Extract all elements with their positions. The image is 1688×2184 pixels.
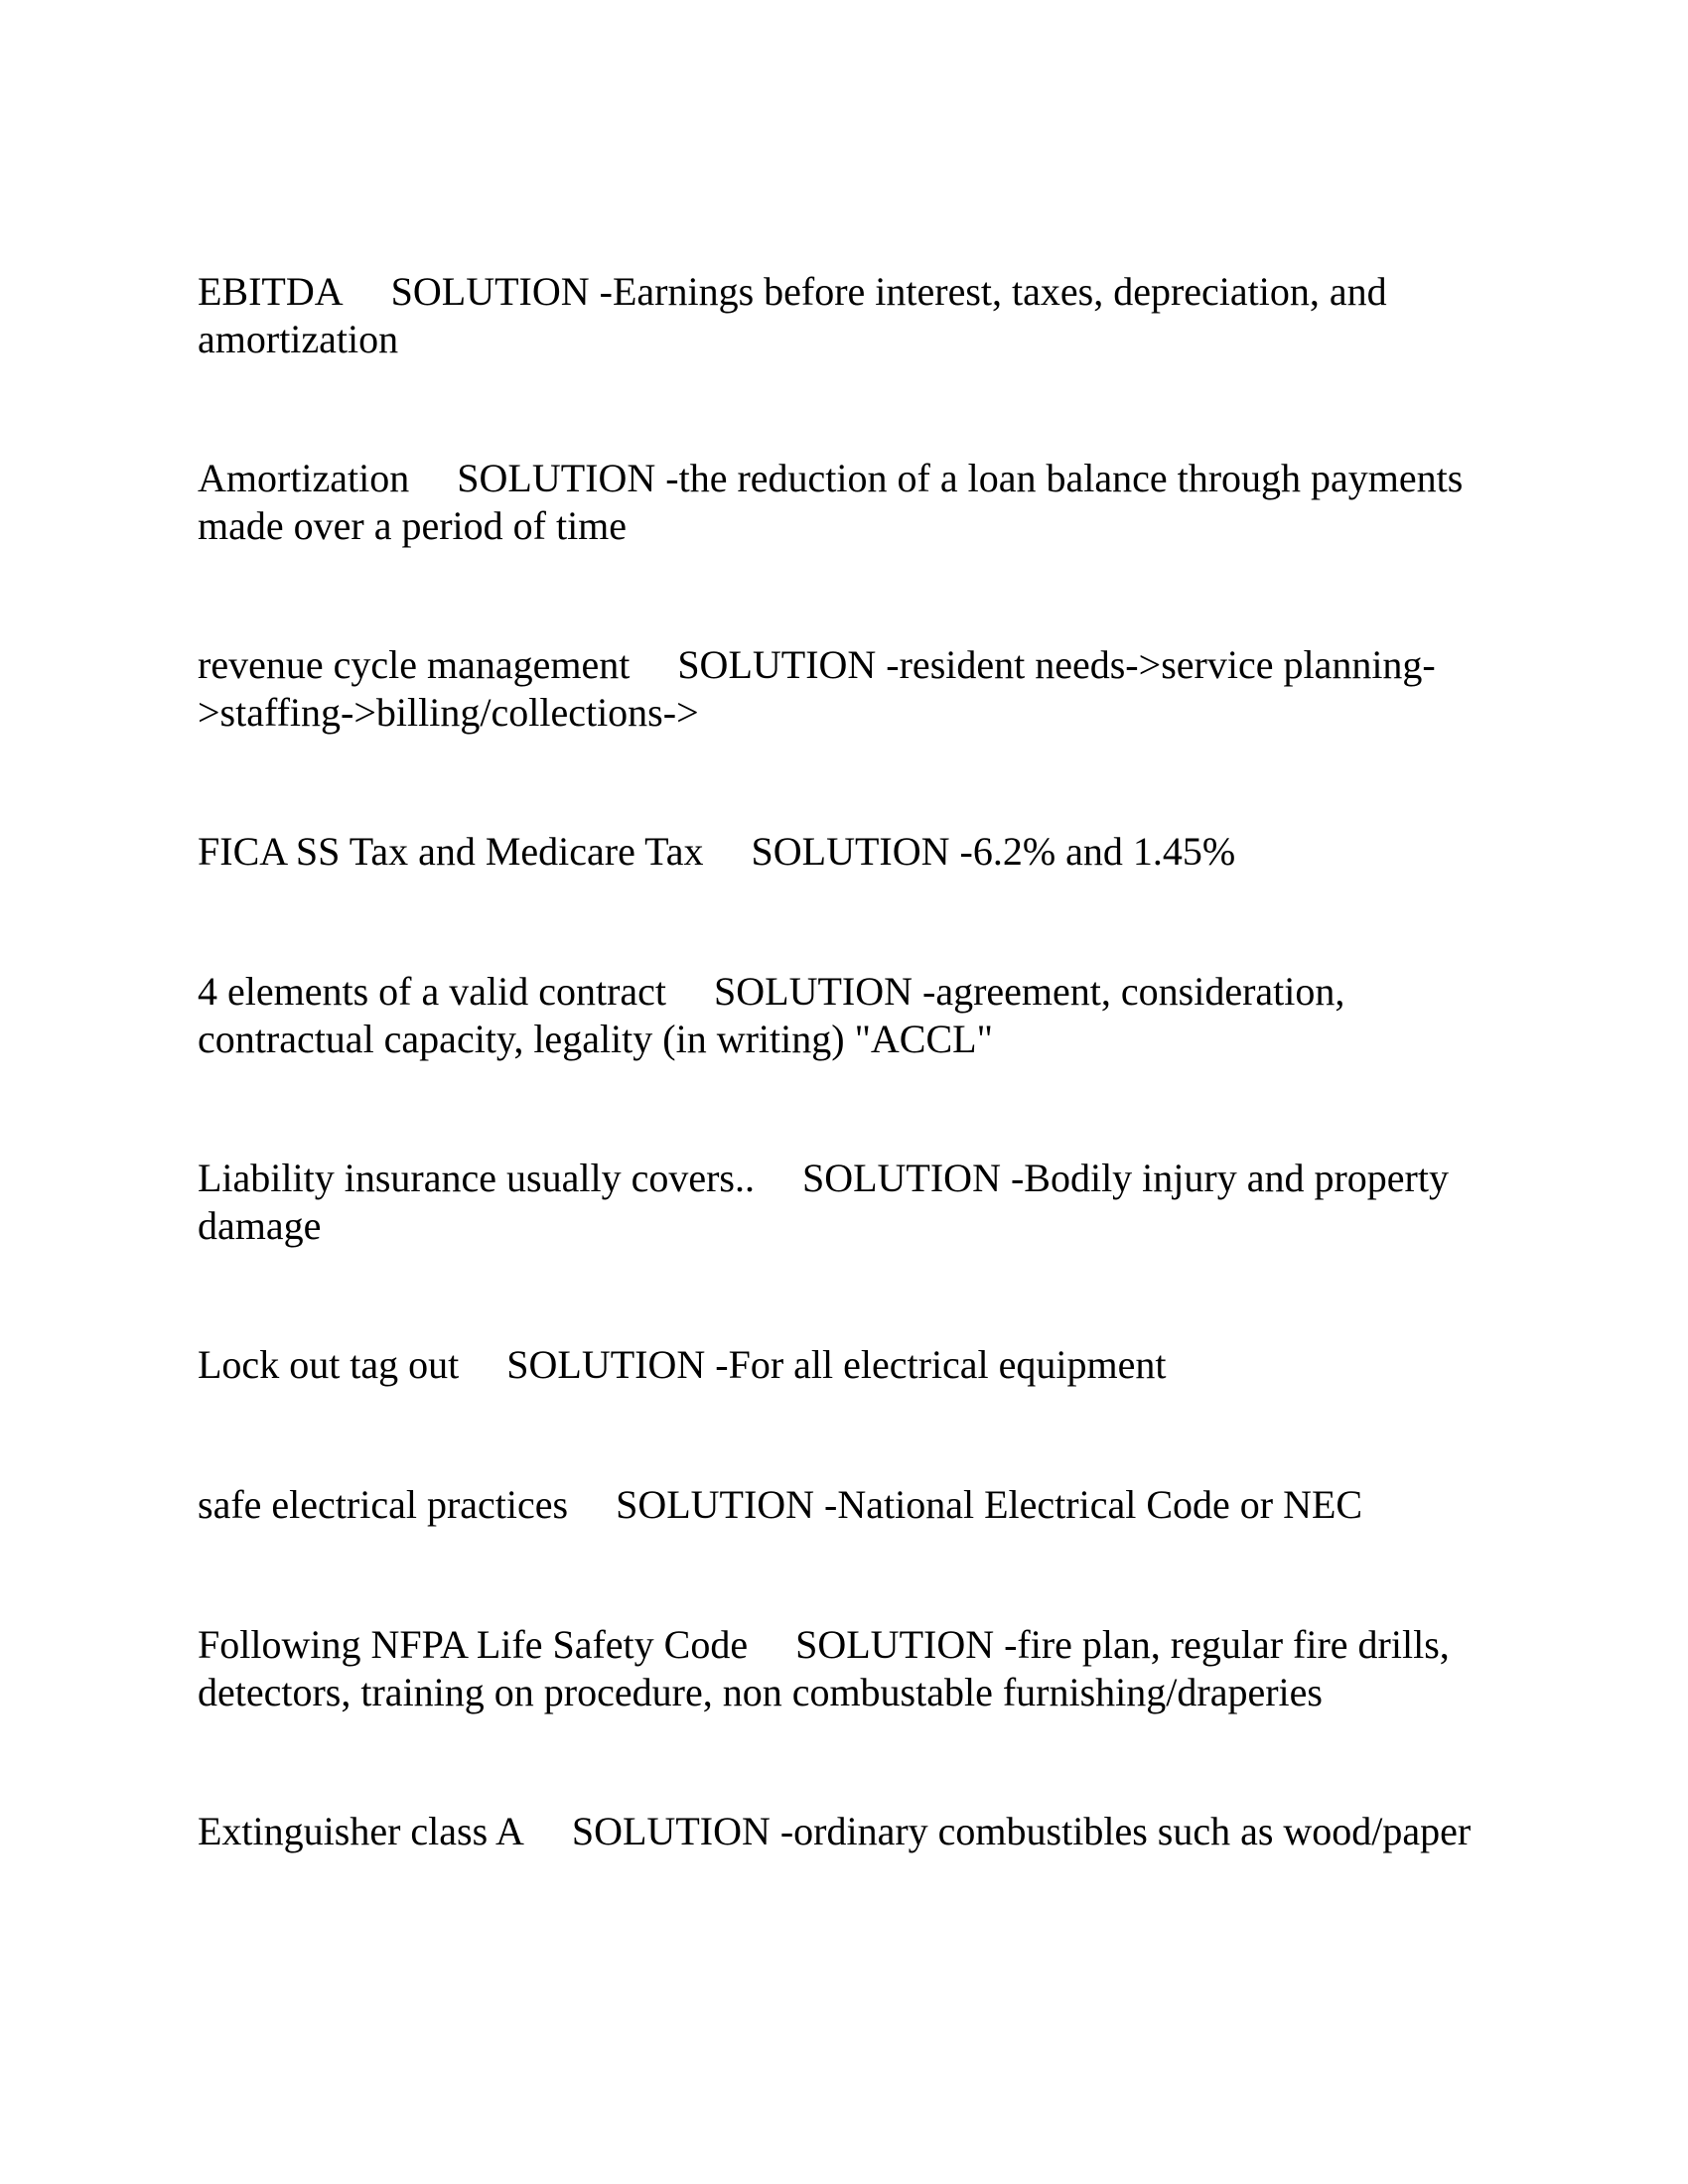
- entry-solution-line1: SOLUTION -fire plan, regular fire drills,: [795, 1622, 1450, 1667]
- entry-solution-line1: SOLUTION -Earnings before interest, taxes, depreciation, and: [390, 269, 1387, 314]
- entry-solution-line2: amortization: [198, 317, 399, 361]
- entry-lock-out: [198, 1341, 1488, 1389]
- entry-fica: [198, 828, 1488, 876]
- entry-liability-insurance: [198, 1155, 1488, 1250]
- entry-valid-contract: [198, 968, 1488, 1063]
- entry-solution-line1: SOLUTION -National Electrical Code or NEC: [616, 1482, 1363, 1527]
- entry-term: Liability insurance usually covers..: [198, 1156, 755, 1200]
- entry-term: EBITDA: [198, 269, 344, 314]
- entry-term: Extinguisher class A: [198, 1809, 524, 1853]
- entry-term: 4 elements of a valid contract: [198, 969, 667, 1014]
- entry-revenue-cycle: [198, 641, 1488, 737]
- entry-solution-line2: detectors, training on procedure, non combustable furnishing/draperies: [198, 1670, 1323, 1714]
- entry-solution-line1: SOLUTION -6.2% and 1.45%: [751, 829, 1236, 874]
- entry-solution-line1: SOLUTION -For all electrical equipment: [506, 1342, 1167, 1387]
- entry-solution-line2: >staffing->billing/collections->: [198, 690, 699, 735]
- entry-solution-line1: SOLUTION -Bodily injury and property: [801, 1156, 1449, 1200]
- entry-solution-line1: SOLUTION -resident needs->service planning-: [677, 642, 1436, 687]
- entry-term: FICA SS Tax and Medicare Tax: [198, 829, 704, 874]
- entry-ebitda: [198, 268, 1488, 363]
- entry-solution-line2: made over a period of time: [198, 503, 628, 548]
- entry-solution-line1: SOLUTION -agreement, consideration,: [714, 969, 1345, 1014]
- entry-nfpa: [198, 1621, 1488, 1716]
- entry-solution-line2: damage: [198, 1203, 322, 1248]
- entry-solution-line1: SOLUTION -ordinary combustibles such as wood/paper: [571, 1809, 1472, 1853]
- entry-extinguisher-a: [198, 1808, 1488, 1855]
- entry-term: revenue cycle management: [198, 642, 631, 687]
- entry-solution-line2: contractual capacity, legality (in writing) "ACCL": [198, 1017, 993, 1061]
- entry-safe-electrical: [198, 1481, 1488, 1529]
- entry-term: safe electrical practices: [198, 1482, 569, 1527]
- entry-amortization: [198, 455, 1488, 550]
- entry-term: Following NFPA Life Safety Code: [198, 1622, 749, 1667]
- entry-term: Lock out tag out: [198, 1342, 460, 1387]
- entry-solution-line1: SOLUTION -the reduction of a loan balance through payments: [457, 456, 1464, 500]
- entry-term: Amortization: [198, 456, 410, 500]
